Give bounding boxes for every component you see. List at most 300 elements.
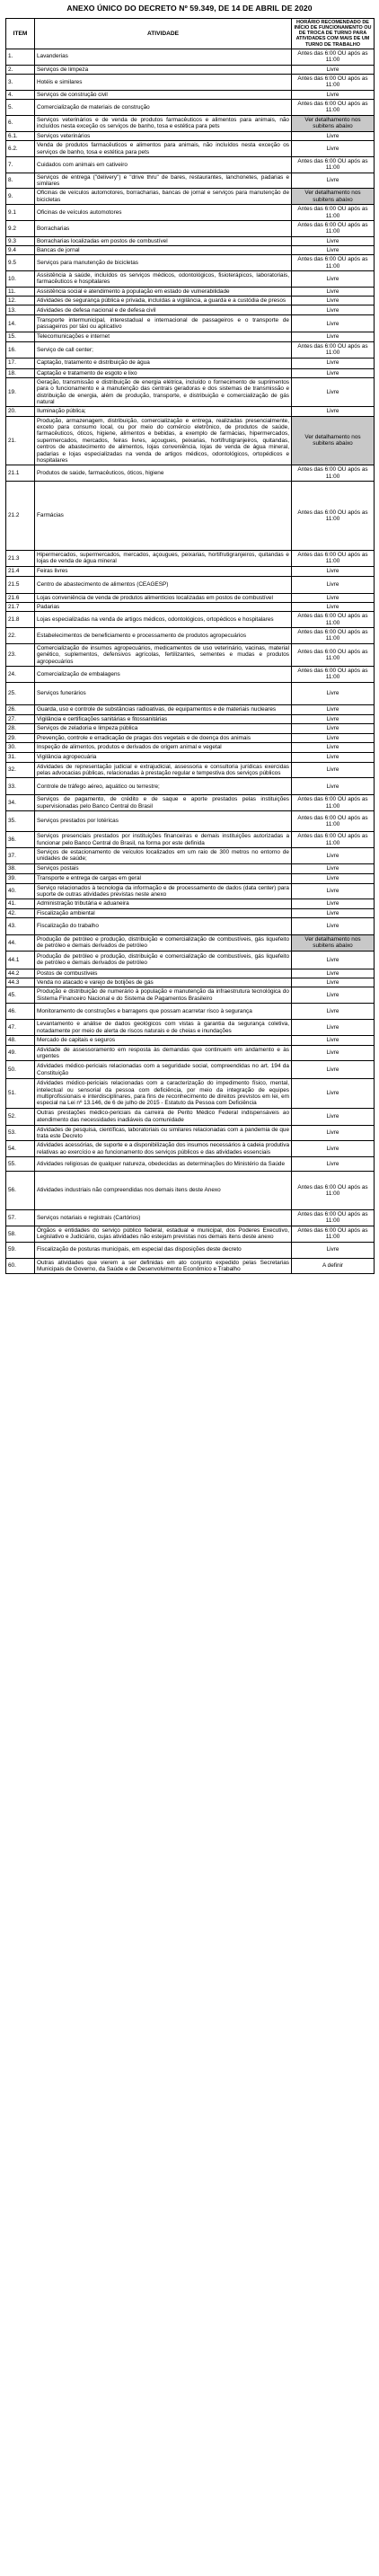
table-row <box>6 593 375 602</box>
item-cell: 21.8 <box>6 612 35 628</box>
item-cell: 44.1 <box>6 951 35 969</box>
hours-cell: Livre <box>292 969 375 978</box>
table-row <box>6 733 375 742</box>
activity-cell: Serviços de entrega ("delivery") e "drive thru" de bares, restaurantes, lanchonetes, padarias e similares <box>35 173 292 189</box>
activity-cell: Serviços presenciais prestados por instituições financeiras e demais instituições autorizadas a funcionar pelo Banco Central do Brasil, na forma por este definida <box>35 832 292 848</box>
hours-cell: Livre <box>292 863 375 873</box>
hours-cell: Livre <box>292 1036 375 1045</box>
item-cell: 34. <box>6 795 35 811</box>
activity-cell: Lojas conveniência de venda de produtos alimentícios localizadas em postos de combustível <box>35 593 292 602</box>
hours-cell: Livre <box>292 90 375 99</box>
item-cell: 40. <box>6 883 35 899</box>
table-row <box>6 141 375 157</box>
item-cell: 51. <box>6 1079 35 1108</box>
item-cell: 44.2 <box>6 969 35 978</box>
hours-cell: Livre <box>292 1020 375 1036</box>
table-row <box>6 315 375 332</box>
item-cell: 37. <box>6 847 35 863</box>
activity-cell: Venda de produtos farmacêuticos e alimentos para animais, não incluídos nesta exceção os serviços de banho, tosa e estética para pets <box>35 141 292 157</box>
item-cell: 49. <box>6 1045 35 1061</box>
annex-table <box>5 18 375 1274</box>
activity-cell: Mercado de capitais e seguros <box>35 1036 292 1045</box>
table-row <box>6 682 375 704</box>
hours-cell: Livre <box>292 297 375 305</box>
table-body <box>6 49 375 1274</box>
table-row <box>6 1108 375 1125</box>
item-cell: 58. <box>6 1226 35 1242</box>
table-row <box>6 297 375 305</box>
activity-cell: Serviço relacionados à tecnologia da informação e de processamento de dados (data center) para suporte de outras atividades previstas neste anexo <box>35 883 292 899</box>
table-row <box>6 743 375 752</box>
activity-cell: Serviços funerários <box>35 682 292 704</box>
hours-cell: Livre <box>292 245 375 254</box>
item-cell: 53. <box>6 1125 35 1141</box>
activity-cell: Atividades de representação judicial e extrajudicial, assessoria e consultoria jurídicas exercidas pelas advocacias públicas, relacionadas à prestação regular e tempestiva dos serviços públicos <box>35 762 292 778</box>
item-cell: 60. <box>6 1258 35 1274</box>
item-cell: 9. <box>6 189 35 205</box>
hours-cell: Livre <box>292 173 375 189</box>
item-cell: 8. <box>6 173 35 189</box>
table-row <box>6 332 375 341</box>
table-row <box>6 566 375 576</box>
item-cell: 12. <box>6 297 35 305</box>
table-row <box>6 99 375 115</box>
table-row <box>6 550 375 566</box>
hours-cell: Livre <box>292 873 375 883</box>
activity-cell: Hipermercados, supermercados, mercados, açougues, peixarias, hortifrutigranjeiros, quitandas e lojas de venda de água mineral <box>35 550 292 566</box>
activity-cell: Outras atividades que vierem a ser definidas em ato conjunto expedido pelas Secretarias Municipais de Governo, da Saúde e de Desenvolvimento Econômico e Trabalho <box>35 1258 292 1274</box>
activity-cell: Iluminação pública; <box>35 407 292 416</box>
activity-cell: Venda no atacado e varejo de botijões de gás <box>35 978 292 987</box>
hours-cell: Livre <box>292 358 375 368</box>
item-cell: 38. <box>6 863 35 873</box>
item-cell: 4. <box>6 90 35 99</box>
table-row <box>6 157 375 173</box>
hours-cell: Livre <box>292 368 375 377</box>
activity-cell: Controle de tráfego aéreo, aquático ou terrestre; <box>35 778 292 795</box>
item-cell: 31. <box>6 752 35 762</box>
activity-cell: Serviços de limpeza <box>35 65 292 74</box>
activity-cell: Centro de abastecimento de alimentos (CEAGESP) <box>35 576 292 593</box>
table-row <box>6 1157 375 1172</box>
table-row <box>6 305 375 315</box>
activity-cell: Órgãos e entidades do serviço público federal, estadual e municipal, dos Poderes Executivo, Legislativo e Judiciário, cujas atividades não estejam previstas nos demais itens deste anexo <box>35 1226 292 1242</box>
hours-cell: Livre <box>292 1157 375 1172</box>
item-cell: 14. <box>6 315 35 332</box>
hours-cell: Livre <box>292 1004 375 1020</box>
item-cell: 36. <box>6 832 35 848</box>
hours-cell: Antes das 6:00 OU após as 11:00 <box>292 49 375 65</box>
item-cell: 2. <box>6 65 35 74</box>
item-cell: 35. <box>6 811 35 832</box>
hours-cell: Livre <box>292 752 375 762</box>
hours-cell: Antes das 6:00 OU após as 11:00 <box>292 74 375 90</box>
activity-cell: Vigilância e certificações sanitárias e fitossanitárias <box>35 714 292 723</box>
table-row <box>6 1045 375 1061</box>
item-cell: 55. <box>6 1157 35 1172</box>
activity-cell: Levantamento e análise de dados geológicos com vistas à garantia da segurança coletiva, notadamente por meio de alerta de riscos naturais e de cheias e inundações <box>35 1020 292 1036</box>
table-row <box>6 863 375 873</box>
hours-cell: Livre <box>292 723 375 733</box>
activity-cell: Transporte e entrega de cargas em geral <box>35 873 292 883</box>
activity-cell: Atividades religiosas de qualquer natureza, obedecidas as determinações do Ministério da Saúde <box>35 1157 292 1172</box>
item-cell: 39. <box>6 873 35 883</box>
hours-cell: Livre <box>292 883 375 899</box>
table-row <box>6 714 375 723</box>
table-row <box>6 1242 375 1258</box>
hours-cell: Livre <box>292 951 375 969</box>
table-row <box>6 271 375 288</box>
item-cell: 44.3 <box>6 978 35 987</box>
table-row <box>6 951 375 969</box>
item-cell: 20. <box>6 407 35 416</box>
activity-cell: Serviços postais <box>35 863 292 873</box>
table-row <box>6 287 375 296</box>
activity-cell: Bancas de jornal <box>35 245 292 254</box>
activity-cell: Padarias <box>35 603 292 612</box>
item-cell: 23. <box>6 643 35 666</box>
activity-cell: Farmácias <box>35 481 292 550</box>
table-row <box>6 1258 375 1274</box>
item-cell: 24. <box>6 666 35 682</box>
table-row <box>6 220 375 236</box>
activity-cell: Monitoramento de construções e barragens que possam acarretar risco à segurança <box>35 1004 292 1020</box>
item-cell: 44. <box>6 935 35 952</box>
table-row <box>6 847 375 863</box>
table-row <box>6 873 375 883</box>
table-row <box>6 131 375 140</box>
table-row <box>6 1061 375 1079</box>
hours-cell: Livre <box>292 141 375 157</box>
hours-cell: Livre <box>292 593 375 602</box>
table-row <box>6 65 375 74</box>
hours-cell: Antes das 6:00 OU após as 11:00 <box>292 255 375 271</box>
table-row <box>6 795 375 811</box>
item-cell: 21.6 <box>6 593 35 602</box>
hours-cell: Ver detalhamento nos subitens abaixo <box>292 115 375 131</box>
hours-cell: Livre <box>292 1141 375 1157</box>
table-row <box>6 666 375 682</box>
hours-cell: Antes das 6:00 OU após as 11:00 <box>292 99 375 115</box>
table-row <box>6 358 375 368</box>
activity-cell: Comercialização de materiais de construção <box>35 99 292 115</box>
hours-cell: Livre <box>292 566 375 576</box>
item-cell: 21.2 <box>6 481 35 550</box>
item-cell: 32. <box>6 762 35 778</box>
hours-cell: Livre <box>292 131 375 140</box>
hours-cell: Livre <box>292 1045 375 1061</box>
hours-cell: Livre <box>292 918 375 935</box>
item-cell: 6. <box>6 115 35 131</box>
item-cell: 6.1. <box>6 131 35 140</box>
hours-cell: Livre <box>292 987 375 1004</box>
item-cell: 21.3 <box>6 550 35 566</box>
activity-cell: Administração tributária e aduaneira <box>35 899 292 908</box>
activity-cell: Transporte intermunicipal, interestadual e internacional de passageiros e o transporte de passageiros por táxi ou aplicativo <box>35 315 292 332</box>
item-cell: 41. <box>6 899 35 908</box>
hours-cell: Livre <box>292 407 375 416</box>
item-cell: 9.2 <box>6 220 35 236</box>
item-cell: 18. <box>6 368 35 377</box>
hours-cell: Livre <box>292 1108 375 1125</box>
item-cell: 46. <box>6 1004 35 1020</box>
item-cell: 5. <box>6 99 35 115</box>
table-row <box>6 1020 375 1036</box>
activity-cell: Produção de petróleo e produção, distribuição e comercialização de combustíveis, gás liquefeito de petróleo e demais derivados de petróleo <box>35 935 292 952</box>
hours-cell: Antes das 6:00 OU após as 11:00 <box>292 481 375 550</box>
item-cell: 48. <box>6 1036 35 1045</box>
table-row <box>6 987 375 1004</box>
activity-cell: Atividades médico-periciais relacionadas com a caracterização do impedimento físico, mental, intelectual ou sensorial da pessoa com deficiência, por meio da integração de equipes multiprofissionais e interdisciplinares, para fins de reconhecimento de direitos previstos em lei, em especial na Lei nº 13.146, de 6 de julho de 2015 - Estatuto da Pessoa com Deficiência <box>35 1079 292 1108</box>
hours-cell: Ver detalhamento nos subitens abaixo <box>292 416 375 465</box>
hours-cell: Livre <box>292 682 375 704</box>
hours-cell: Antes das 6:00 OU após as 11:00 <box>292 612 375 628</box>
activity-cell: Postos de combustíveis <box>35 969 292 978</box>
table-row <box>6 778 375 795</box>
activity-cell: Geração, transmissão e distribuição de energia elétrica, incluído o fornecimento de suprimentos para o funcionamento e a manutenção das centrais geradoras e dos sistemas de transmissão e distribuição de energia, além de produção, transporte, e distribuição e comercialização de gás natural <box>35 377 292 406</box>
hours-cell: Antes das 6:00 OU após as 11:00 <box>292 550 375 566</box>
hours-cell: Livre <box>292 377 375 406</box>
item-cell: 11. <box>6 287 35 296</box>
table-row <box>6 1226 375 1242</box>
activity-cell: Outras prestações médico-periciais da carreira de Perito Médico Federal indispensáveis ao atendimento das necessidades inadiáveis da comunidade <box>35 1108 292 1125</box>
table-row <box>6 704 375 714</box>
item-cell: 43. <box>6 918 35 935</box>
activity-cell: Prevenção, controle e erradicação de pragas dos vegetais e de doença dos animais <box>35 733 292 742</box>
item-cell: 7. <box>6 157 35 173</box>
column-header-item: ITEM <box>6 19 35 49</box>
table-row <box>6 603 375 612</box>
item-cell: 59. <box>6 1242 35 1258</box>
activity-cell: Telecomunicações e internet <box>35 332 292 341</box>
hours-cell: Livre <box>292 908 375 917</box>
activity-cell: Captação e tratamento de esgoto e lixo <box>35 368 292 377</box>
activity-cell: Oficinas de veículos automotores <box>35 205 292 221</box>
table-row <box>6 978 375 987</box>
hours-cell: Livre <box>292 603 375 612</box>
hours-cell: Antes das 6:00 OU após as 11:00 <box>292 205 375 221</box>
hours-cell: Livre <box>292 704 375 714</box>
activity-cell: Captação, tratamento e distribuição de água <box>35 358 292 368</box>
table-row <box>6 1079 375 1108</box>
table-row <box>6 377 375 406</box>
activity-cell: Produção, armazenagem, distribuição, comercialização e entrega, realizadas presencialmente, exceto para consumo local, ou por meio do comércio eletrônico, de produtos de saúde, farmacêuticos, óticos, higiene, alimentos e bebidas, a exemplo de farmácias, hipermercados, supermercados, mercados, feiras livres, açougues, peixarias, hortifrutigranjeiros, quitandas, centros de abastecimento de alimentos, lojas conveniência, lojas de venda de água mineral, padarias e lojas especializadas na venda de artigos médicos, odontológicos, ortopédicos e hospitalares <box>35 416 292 465</box>
item-cell: 1. <box>6 49 35 65</box>
activity-cell: Estabelecimentos de beneficiamento e processamento de produtos agropecuários <box>35 628 292 644</box>
activity-cell: Inspeção de alimentos, produtos e derivados de origem animal e vegetal <box>35 743 292 752</box>
hours-cell: Livre <box>292 762 375 778</box>
activity-cell: Serviços prestados por lotéricas <box>35 811 292 832</box>
hours-cell: A definir <box>292 1258 375 1274</box>
hours-cell: Antes das 6:00 OU após as 11:00 <box>292 220 375 236</box>
table-row <box>6 935 375 952</box>
table-row <box>6 643 375 666</box>
item-cell: 28. <box>6 723 35 733</box>
activity-cell: Produtos de saúde, farmacêuticos, óticos, higiene <box>35 465 292 482</box>
hours-cell: Livre <box>292 287 375 296</box>
item-cell: 57. <box>6 1210 35 1226</box>
table-row <box>6 205 375 221</box>
table-row <box>6 908 375 917</box>
hours-cell: Antes das 6:00 OU após as 11:00 <box>292 1172 375 1210</box>
activity-cell: Produção de petróleo e produção, distribuição e comercialização de combustíveis, gás liquefeito de petróleo e demais derivados de petróleo <box>35 951 292 969</box>
hours-cell: Livre <box>292 743 375 752</box>
table-row <box>6 368 375 377</box>
table-row <box>6 236 375 245</box>
item-cell: 26. <box>6 704 35 714</box>
table-row <box>6 612 375 628</box>
page-title: ANEXO ÚNICO DO DECRETO Nº 59.349, DE 14 DE ABRIL DE 2020 <box>66 4 313 13</box>
table-row <box>6 918 375 935</box>
hours-cell: Antes das 6:00 OU após as 11:00 <box>292 811 375 832</box>
table-row <box>6 752 375 762</box>
table-row <box>6 49 375 65</box>
hours-cell: Livre <box>292 1079 375 1108</box>
hours-cell: Livre <box>292 978 375 987</box>
activity-cell: Borracharias <box>35 220 292 236</box>
item-cell: 27. <box>6 714 35 723</box>
activity-cell: Serviços para manutenção de bicicletas <box>35 255 292 271</box>
table-row <box>6 173 375 189</box>
activity-cell: Atividade de assessoramento em resposta às demandas que continuem em andamento e às urgentes <box>35 1045 292 1061</box>
table-row <box>6 762 375 778</box>
table-row <box>6 811 375 832</box>
activity-cell: Lojas especializadas na venda de artigos médicos, odontológicos, ortopédicos e hospitalares <box>35 612 292 628</box>
hours-cell: Livre <box>292 236 375 245</box>
table-row <box>6 255 375 271</box>
activity-cell: Lavanderias <box>35 49 292 65</box>
hours-cell: Antes das 6:00 OU após as 11:00 <box>292 1210 375 1226</box>
hours-cell: Livre <box>292 305 375 315</box>
activity-cell: Fiscalização do trabalho <box>35 918 292 935</box>
item-cell: 52. <box>6 1108 35 1125</box>
activity-cell: Fiscalização de posturas municipais, em especial das disposições deste decreto <box>35 1242 292 1258</box>
hours-cell: Livre <box>292 847 375 863</box>
hours-cell: Ver detalhamento nos subitens abaixo <box>292 189 375 205</box>
hours-cell: Livre <box>292 315 375 332</box>
table-row <box>6 407 375 416</box>
item-cell: 30. <box>6 743 35 752</box>
activity-cell: Hotéis e similares <box>35 74 292 90</box>
hours-cell: Antes das 6:00 OU após as 11:00 <box>292 795 375 811</box>
item-cell: 29. <box>6 733 35 742</box>
hours-cell: Livre <box>292 271 375 288</box>
item-cell: 15. <box>6 332 35 341</box>
item-cell: 42. <box>6 908 35 917</box>
item-cell: 9.4 <box>6 245 35 254</box>
table-row <box>6 969 375 978</box>
table-row <box>6 341 375 358</box>
item-cell: 21.1 <box>6 465 35 482</box>
hours-cell: Livre <box>292 65 375 74</box>
hours-cell: Antes das 6:00 OU após as 11:00 <box>292 628 375 644</box>
table-header-row <box>6 19 375 49</box>
item-cell: 19. <box>6 377 35 406</box>
hours-cell: Antes das 6:00 OU após as 11:00 <box>292 832 375 848</box>
activity-cell: Serviços de estacionamento de veículos localizados em um raio de 300 metros no entorno de unidades de saúde; <box>35 847 292 863</box>
item-cell: 45. <box>6 987 35 1004</box>
table-row <box>6 576 375 593</box>
table-row <box>6 1125 375 1141</box>
hours-cell: Ver detalhamento nos subitens abaixo <box>292 935 375 952</box>
activity-cell: Comercialização de embalagens <box>35 666 292 682</box>
item-cell: 9.1 <box>6 205 35 221</box>
hours-cell: Antes das 6:00 OU após as 11:00 <box>292 643 375 666</box>
activity-cell: Guarda, uso e controle de substâncias radioativas, de equipamentos e de materiais nucleares <box>35 704 292 714</box>
activity-cell: Oficinas de veículos automotores, borracharias, bancas de jornal e serviços para manutenção de bicicletas <box>35 189 292 205</box>
activity-cell: Serviços de pagamento, de crédito e de saque e aporte prestados pelas instituições supervisionadas pelo Banco Central do Brasil <box>35 795 292 811</box>
hours-cell: Livre <box>292 1242 375 1258</box>
item-cell: 50. <box>6 1061 35 1079</box>
activity-cell: Atividades de segurança pública e privada, incluídas a vigilância, a guarda e a custódia de presos <box>35 297 292 305</box>
item-cell: 25. <box>6 682 35 704</box>
hours-cell: Livre <box>292 714 375 723</box>
hours-cell: Antes das 6:00 OU após as 11:00 <box>292 341 375 358</box>
activity-cell: Serviços de construção civil <box>35 90 292 99</box>
table-row <box>6 189 375 205</box>
activity-cell: Serviços de zeladoria e limpeza pública <box>35 723 292 733</box>
hours-cell: Livre <box>292 733 375 742</box>
hours-cell: Livre <box>292 332 375 341</box>
item-cell: 21.4 <box>6 566 35 576</box>
hours-cell: Antes das 6:00 OU após as 11:00 <box>292 1226 375 1242</box>
item-cell: 16. <box>6 341 35 358</box>
item-cell: 33. <box>6 778 35 795</box>
hours-cell: Antes das 6:00 OU após as 11:00 <box>292 666 375 682</box>
table-row <box>6 481 375 550</box>
table-row <box>6 1141 375 1157</box>
table-row <box>6 90 375 99</box>
table-row <box>6 115 375 131</box>
hours-cell: Antes das 6:00 OU após as 11:00 <box>292 465 375 482</box>
activity-cell: Atividades de defesa nacional e de defesa civil <box>35 305 292 315</box>
table-row <box>6 628 375 644</box>
table-row <box>6 723 375 733</box>
item-cell: 54. <box>6 1141 35 1157</box>
activity-cell: Borracharias localizadas em postos de combustível <box>35 236 292 245</box>
activity-cell: Atividades acessórias, de suporte e a disponibilização dos insumos necessários à cadeia produtiva relativas ao exercício e ao funcionamento dos serviços públicos e das atividades essenciais <box>35 1141 292 1157</box>
column-header-hours: HORÁRIO RECOMENDADO DE INÍCIO DE FUNCIONAMENTO OU DE TROCA DE TURNO PARA ATIVIDADES COM MAIS DE UM TURNO DE TRABALHO <box>292 19 375 49</box>
hours-cell: Livre <box>292 576 375 593</box>
activity-cell: Assistência à saúde, incluídos os serviços médicos, odontológicos, fisioterápicos, laboratoriais, farmacêuticos e hospitalares <box>35 271 292 288</box>
activity-cell: Atividades médico-periciais relacionadas com a seguridade social, compreendidas no art. 194 da Constituição <box>35 1061 292 1079</box>
activity-cell: Vigilância agropecuária <box>35 752 292 762</box>
table-row <box>6 465 375 482</box>
column-header-activity: ATIVIDADE <box>35 19 292 49</box>
table-row <box>6 1172 375 1210</box>
item-cell: 47. <box>6 1020 35 1036</box>
activity-cell: Feiras livres <box>35 566 292 576</box>
activity-cell: Serviços notariais e registrais (Cartórios) <box>35 1210 292 1226</box>
activity-cell: Serviço de call center; <box>35 341 292 358</box>
activity-cell: Atividades de pesquisa, científicas, laboratoriais ou similares relacionadas com a pandemia de que trata este Decreto <box>35 1125 292 1141</box>
table-row <box>6 832 375 848</box>
activity-cell: Serviços veterinários e de venda de produtos farmacêuticos e alimentos para animais, não incluídos nesta exceção os serviços de banho, tosa e estética para pets <box>35 115 292 131</box>
table-row <box>6 883 375 899</box>
activity-cell: Fiscalização ambiental <box>35 908 292 917</box>
table-row <box>6 899 375 908</box>
activity-cell: Comercialização de insumos agropecuários, medicamentos de uso veterinário, vacinas, material genético, suplementos, defensivos agrícolas, fertilizantes, sementes e mudas e produtos agropecuários <box>35 643 292 666</box>
hours-cell: Livre <box>292 899 375 908</box>
table-row <box>6 1004 375 1020</box>
activity-cell: Produção e distribuição de numerário à população e manutenção da infraestrutura tecnológica do Sistema Financeiro Nacional e do Sistema de Pagamentos Brasileiro <box>35 987 292 1004</box>
item-cell: 22. <box>6 628 35 644</box>
item-cell: 21. <box>6 416 35 465</box>
item-cell: 21.7 <box>6 603 35 612</box>
table-row <box>6 74 375 90</box>
table-row <box>6 245 375 254</box>
item-cell: 17. <box>6 358 35 368</box>
